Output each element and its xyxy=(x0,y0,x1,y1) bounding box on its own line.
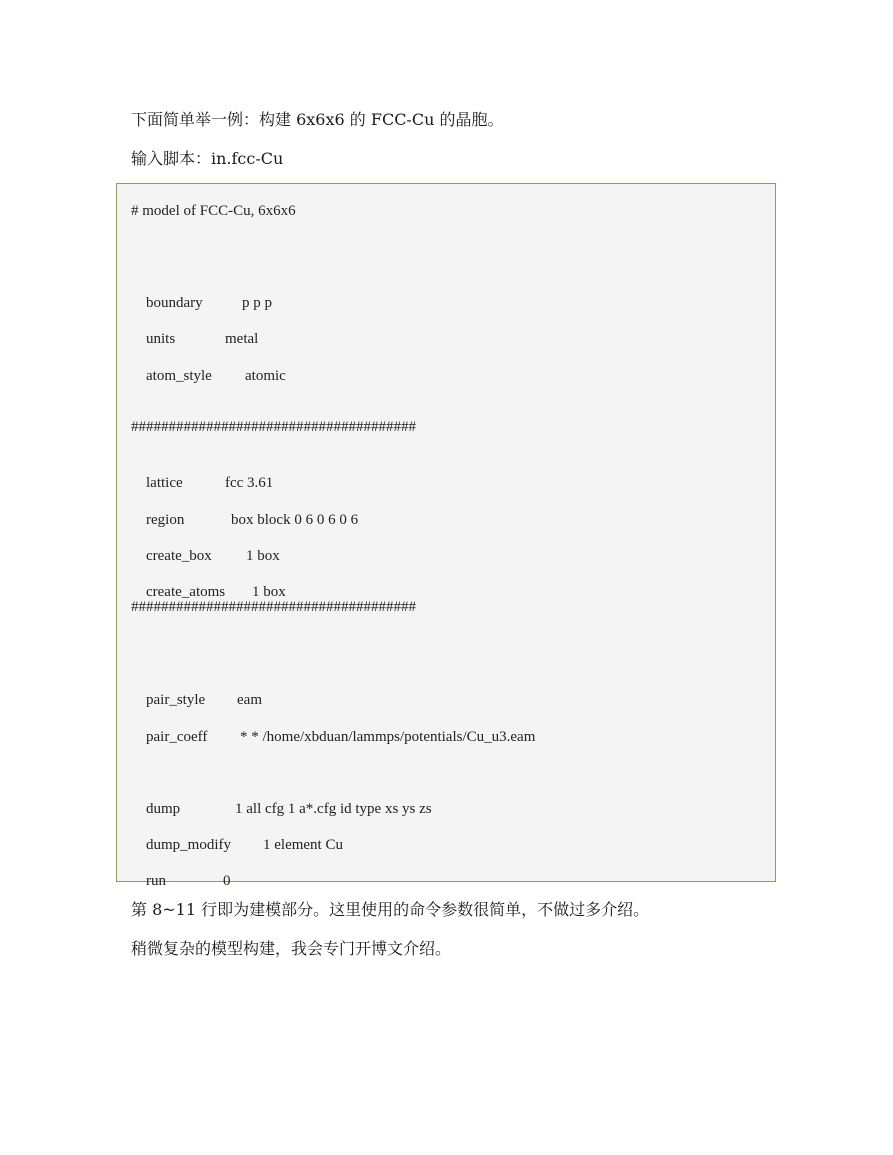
code-argument: atomic xyxy=(245,368,286,384)
code-argument: fcc 3.61 xyxy=(225,475,274,491)
script-label: 输入脚本：in.fcc-Cu xyxy=(131,149,284,168)
code-line-run xyxy=(131,851,231,889)
code-line-create-atoms xyxy=(131,562,286,600)
code-keyword: pair_coeff xyxy=(146,729,208,745)
code-keyword: region xyxy=(146,512,185,528)
code-argument: eam xyxy=(237,692,262,708)
code-keyword: pair_style xyxy=(146,692,206,708)
note-future-post: 稍微复杂的模型构建，我会专门开博文介绍。 xyxy=(131,939,452,958)
code-keyword: boundary xyxy=(146,295,203,311)
intro-text: 下面简单举一例：构建 6x6x6 的 FCC-Cu 的晶胞。 xyxy=(131,110,504,129)
code-keyword: create_box xyxy=(146,548,212,564)
code-line-dump-modify xyxy=(131,815,343,853)
code-line-units xyxy=(131,309,259,347)
note-line-range: 第 8~11 行即为建模部分。这里使用的命令参数很简单，不做过多介绍。 xyxy=(131,900,650,919)
code-argument: 1 box xyxy=(252,584,286,600)
code-argument: 0 xyxy=(223,873,231,889)
code-argument: box block 0 6 0 6 0 6 xyxy=(231,512,359,528)
code-argument: 1 element Cu xyxy=(263,837,343,853)
code-separator: ###################################### xyxy=(131,599,416,615)
code-line-create-box xyxy=(131,526,280,564)
code-line-atom-style xyxy=(131,346,286,384)
code-line-region xyxy=(131,490,359,528)
code-argument: 1 all cfg 1 a*.cfg id type xs ys zs xyxy=(235,801,432,817)
code-keyword: create_atoms xyxy=(146,584,226,600)
code-line-boundary xyxy=(131,273,272,311)
code-line-lattice xyxy=(131,453,274,491)
code-line-pair-coeff xyxy=(131,707,536,745)
code-keyword: run xyxy=(146,873,166,889)
code-keyword: atom_style xyxy=(146,368,212,384)
code-argument: 1 box xyxy=(246,548,280,564)
code-block xyxy=(116,183,776,889)
code-line-pair-style xyxy=(131,670,262,708)
code-argument: p p p xyxy=(242,295,272,311)
code-argument: metal xyxy=(225,331,259,347)
code-keyword: dump xyxy=(146,801,181,817)
code-line-dump xyxy=(131,779,432,817)
code-separator: ###################################### xyxy=(131,419,416,435)
code-comment: # model of FCC-Cu, 6x6x6 xyxy=(131,203,296,219)
code-keyword: lattice xyxy=(146,475,183,491)
code-argument: * * /home/xbduan/lammps/potentials/Cu_u3.eam xyxy=(240,729,536,745)
code-keyword: dump_modify xyxy=(146,837,231,853)
code-keyword: units xyxy=(146,331,176,347)
